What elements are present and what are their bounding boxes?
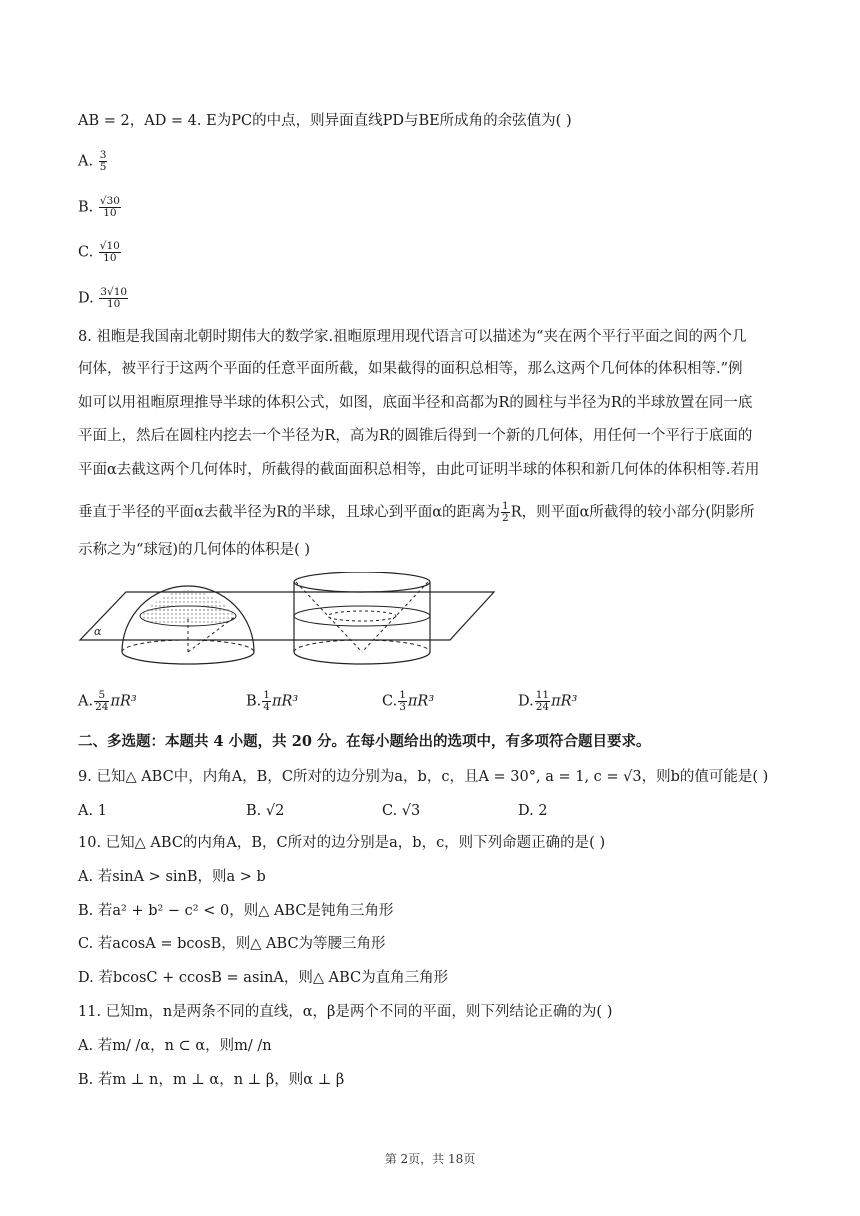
q7-option-a: A. $\frac{3}{5}$ xyxy=(78,149,107,173)
fraction: $\frac{1}{4}$ xyxy=(263,689,270,713)
q8-option-c: C. $\frac{1}{3}$ πR³ xyxy=(382,689,435,713)
fraction: $\frac{3}{5}$ xyxy=(99,149,107,173)
fraction: $\frac{3√10}{10}$ xyxy=(100,286,128,310)
q10-option-a: A. 若sinA > sinB，则a > b xyxy=(78,869,266,885)
fraction: $\frac{5}{24}$ xyxy=(95,689,109,713)
q8-line-6: 垂直于半径的平面α去截半径为R的半球，且球心到平面α的距离为 $\frac{1}{2}$ R，则平面α所截得的较小部分(阴影所 xyxy=(78,500,755,524)
fraction: $\frac{11}{24}$ xyxy=(535,689,550,713)
q8-line-1: 8. 祖暅是我国南北朝时期伟大的数学家.祖暅原理用现代语言可以描述为“夹在两个平行平面之间的两个几 xyxy=(78,329,747,345)
q9-option-c: C. √3 xyxy=(382,803,421,819)
q8-option-a: A. $\frac{5}{24}$ πR³ xyxy=(78,689,137,713)
cylinder-top xyxy=(294,572,430,592)
fraction: $\frac{1}{2}$ xyxy=(502,500,509,524)
hemisphere-cylinder-figure xyxy=(78,572,498,682)
q11-option-a: A. 若m/ /α，n ⊂ α，则m/ /n xyxy=(78,1038,272,1054)
q8-line-3: 如可以用祖暅原理推导半球的体积公式，如图，底面半径和高都为R的圆柱与半径为R的半球放置在同一底 xyxy=(78,395,753,411)
q11-option-b: B. 若m ⊥ n，m ⊥ α，n ⊥ β，则α ⊥ β xyxy=(78,1072,345,1088)
q7-option-d: D. $\frac{3√10}{10}$ xyxy=(78,286,128,310)
plane-alpha-label: α xyxy=(94,625,102,638)
fraction: $\frac{1}{3}$ xyxy=(399,689,406,713)
q10-option-d: D. 若bcosC + ccosB = asinA，则△ ABC为直角三角形 xyxy=(78,970,449,986)
q10-option-b: B. 若a² + b² − c² < 0，则△ ABC是钝角三角形 xyxy=(78,903,394,919)
q8-option-b: B. $\frac{1}{4}$ πR³ xyxy=(246,689,299,713)
q8-line-4: 平面上，然后在圆柱内挖去一个半径为R，高为R的圆锥后得到一个新的几何体，用任何一个平行于底面的 xyxy=(78,428,753,444)
q7-option-c: C. $\frac{√10}{10}$ xyxy=(78,240,120,264)
q7-stem: AB = 2，AD = 4. E为PC的中点，则异面直线PD与BE所成角的余弦值为( ) xyxy=(78,113,572,129)
q9-option-b: B. √2 xyxy=(246,803,285,819)
q7-option-b: B. $\frac{√30}{10}$ xyxy=(78,195,120,219)
q11-stem: 11. 已知m，n是两条不同的直线，α，β是两个不同的平面，则下列结论正确的为( ) xyxy=(78,1004,613,1020)
q10-stem: 10. 已知△ ABC的内角A，B，C所对的边分别是a，b，c，则下列命题正确的是( ) xyxy=(78,835,606,851)
fraction: $\frac{√30}{10}$ xyxy=(99,195,120,219)
page-footer: 第 2页，共 18页 xyxy=(384,1152,476,1166)
section-heading: 二、多选题：本题共 4 小题，共 20 分。在每小题给出的选项中，有多项符合题目要求。 xyxy=(78,733,651,750)
q8-line-5: 平面α去截这两个几何体时，所截得的截面面积总相等，由此可证明半球的体积和新几何体的体积相等.若用 xyxy=(78,462,760,478)
q9-stem: 9. 已知△ ABC中，内角A，B，C所对的边分别为a，b，c，且A = 30°, a = 1, c = √3，则b的值可能是( ) xyxy=(78,769,769,785)
q8-option-d: D. $\frac{11}{24}$ πR³ xyxy=(518,689,578,713)
q8-line-2: 何体，被平行于这两个平面的任意平面所截，如果截得的面积总相等，那么这两个几何体的体积相等.”例 xyxy=(78,361,743,377)
fraction: $\frac{√10}{10}$ xyxy=(99,240,120,264)
q10-option-c: C. 若acosA = bcosB，则△ ABC为等腰三角形 xyxy=(78,936,386,952)
q9-option-a: A. 1 xyxy=(78,803,107,819)
q9-option-d: D. 2 xyxy=(518,803,548,819)
q8-line-7: 示称之为“球冠)的几何体的体积是( ) xyxy=(78,542,310,558)
